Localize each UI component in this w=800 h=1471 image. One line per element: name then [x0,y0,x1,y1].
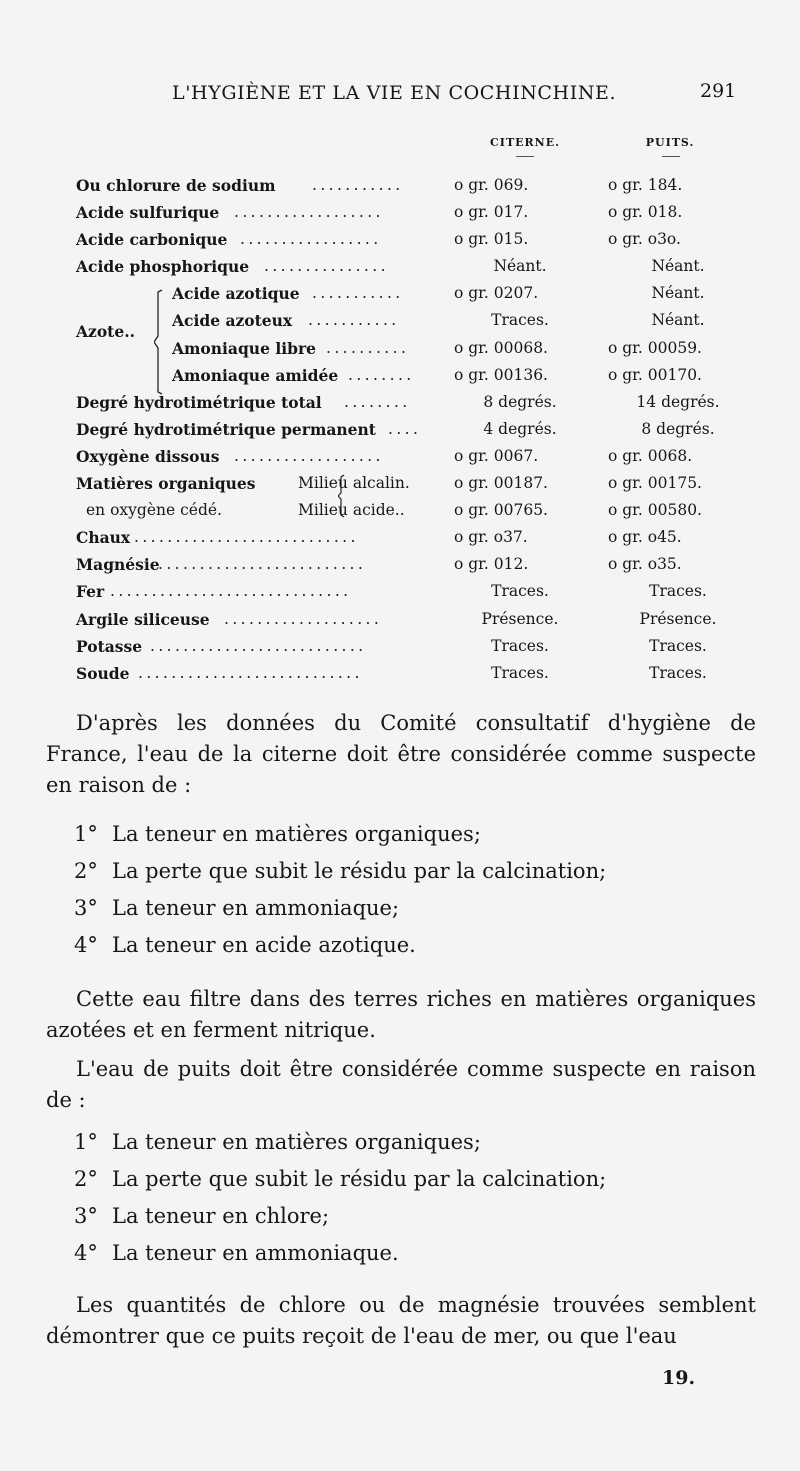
running-title: L'HYGIÈNE ET LA VIE EN COCHINCHINE. [172,82,617,104]
list-item [46,890,756,927]
list-text: La teneur en ammoniaque; [112,896,400,920]
citerne-value: o gr. 012. [454,555,529,574]
row-label: Amoniaque libre [172,338,316,358]
row-label: Oxygène dissous [76,446,220,466]
table-row [76,497,736,524]
puits-value: Traces. [649,582,707,601]
leader-dots: ............................. [110,582,352,601]
citerne-value: 4 degrés. [483,419,557,438]
list-text: La teneur en ammoniaque. [112,1241,399,1265]
table-row [76,470,736,497]
leader-dots: ................. [240,230,382,249]
azote-group-label: Azote.. [76,322,135,341]
puits-value: o gr. o3o. [608,230,681,249]
row-label: Acide carbonique [76,230,228,250]
column-header-citerne: CITERNE. [490,136,560,149]
list-item [46,1198,756,1235]
table-row [76,660,736,687]
row-label: Argile siliceuse [76,609,210,629]
paragraph-text: Cette eau filtre dans des terres riches en matières organiques azotées et en ferment nitrique. [46,987,756,1042]
citerne-value: o gr. 00068. [454,338,548,357]
leader-dots: .................. [234,203,384,222]
paragraph-1 [46,708,756,801]
citerne-value: Traces. [491,636,549,655]
row-label: Potasse [76,636,143,656]
list-number: 3° [74,896,98,920]
list-text: La teneur en matières organiques; [112,822,481,846]
leader-dots: ........................... [134,528,359,547]
row-label: Acide azotique [172,284,300,304]
table-row [76,199,736,226]
signature-mark: 19. [662,1367,696,1389]
list-puits [46,1124,756,1272]
table-row [76,578,736,605]
leader-dots: ........................... [138,663,363,682]
analysis-table [76,172,736,687]
column-header-puits: PUITS. [645,136,695,149]
table-row [76,226,736,253]
puits-value: 8 degrés. [641,419,715,438]
puits-value: 14 degrés. [636,392,720,411]
leader-dots: .................. [234,446,384,465]
puits-value: Néant. [651,257,705,276]
list-number: 2° [74,1167,98,1191]
citerne-value: o gr. 017. [454,203,529,222]
list-item [46,853,756,890]
row-label: Matières organiques [76,474,256,494]
table-row [76,362,736,389]
row-label: Chaux [76,528,131,548]
list-text: La teneur en matières organiques; [112,1130,481,1154]
row-label: Degré hydrotimétrique permanent [76,419,376,439]
row-label: Degré hydrotimétrique total [76,392,322,412]
citerne-value: Présence. [481,609,559,628]
puits-value: Néant. [651,311,705,330]
row-sublabel: Milieu alcalin. [298,474,410,493]
list-citerne [46,816,756,964]
citerne-value: o gr. 0067. [454,446,539,465]
row-label: en oxygène cédé. [86,501,222,520]
table-row [76,633,736,660]
row-label: Fer [76,582,105,602]
puits-value: o gr. 018. [608,203,683,222]
leader-dots: ........ [344,392,411,411]
list-text: La teneur en acide azotique. [112,933,416,957]
puits-value: o gr. 0068. [608,446,693,465]
list-text: La teneur en chlore; [112,1204,330,1228]
table-row [76,416,736,443]
puits-value: o gr. 00580. [608,501,702,520]
table-row [76,551,736,578]
citerne-value: Néant. [493,257,547,276]
list-number: 4° [74,1241,98,1265]
paragraph-3 [46,1054,756,1116]
list-text: La perte que subit le résidu par la calcination; [112,859,607,883]
puits-value: Présence. [639,609,717,628]
row-sublabel: Milieu acide.. [298,501,405,520]
page-number: 291 [700,80,737,102]
citerne-value: 8 degrés. [483,392,557,411]
citerne-value: Traces. [491,311,549,330]
column-rule [662,156,680,157]
row-label: Ou chlorure de sodium [76,176,276,195]
table-row [76,280,736,307]
puits-value: o gr. 00059. [608,338,702,357]
paragraph-text: D'après les données du Comité consultatif d'hygiène de France, l'eau de la citerne doit être considérée comme suspecte en raison de : [46,711,756,797]
list-item [46,816,756,853]
list-item [46,1235,756,1272]
list-number: 4° [74,933,98,957]
citerne-value: o gr. o37. [454,528,528,547]
leader-dots: ........... [308,311,400,330]
paragraph-text: L'eau de puits doit être considérée comme suspecte en raison de : [46,1057,756,1112]
paragraph-text: Les quantités de chlore ou de magnésie trouvées semblent démontrer que ce puits reçoit de l'eau de mer, ou que l'eau [46,1293,756,1348]
leader-dots: ......................... [158,555,367,574]
leader-dots: ........... [312,176,404,194]
puits-value: o gr. 00175. [608,474,702,493]
citerne-value: o gr. 069. [454,176,529,194]
table-row [76,335,736,362]
citerne-value: o gr. 015. [454,230,529,249]
list-number: 2° [74,859,98,883]
citerne-value: o gr. 00765. [454,501,548,520]
leader-dots: .......................... [150,636,367,655]
citerne-value: Traces. [491,663,549,682]
list-item [46,1124,756,1161]
table-row [76,389,736,416]
puits-value: Néant. [651,284,705,303]
paragraph-4 [46,1290,756,1352]
leader-dots: .......... [326,338,410,357]
table-row [76,524,736,551]
citerne-value: o gr. 00136. [454,365,548,384]
puits-value: Traces. [649,663,707,682]
puits-value: Traces. [649,636,707,655]
table-row [76,307,736,334]
column-rule [516,156,534,157]
row-label: Acide azoteux [172,311,293,331]
leader-dots: .... [388,419,422,438]
citerne-value: Traces. [491,582,549,601]
puits-value: o gr. 184. [608,176,683,194]
table-row [76,172,736,199]
row-label: Magnésie [76,555,160,575]
citerne-value: o gr. 00187. [454,474,548,493]
list-number: 1° [74,822,98,846]
paragraph-2 [46,984,756,1046]
puits-value: o gr. o45. [608,528,682,547]
list-number: 1° [74,1130,98,1154]
row-label: Acide phosphorique [76,257,250,277]
table-row [76,443,736,470]
list-item [46,1161,756,1198]
leader-dots: ........ [348,365,415,384]
list-item [46,927,756,964]
leader-dots: ................... [224,609,383,628]
table-row [76,253,736,280]
table-row [76,606,736,633]
citerne-value: o gr. 0207. [454,284,539,303]
row-label: Soude [76,663,130,683]
puits-value: o gr. o35. [608,555,682,574]
list-number: 3° [74,1204,98,1228]
puits-value: o gr. 00170. [608,365,702,384]
list-text: La perte que subit le résidu par la calcination; [112,1167,607,1191]
row-label: Amoniaque amidée [172,365,339,385]
leader-dots: ........... [312,284,404,303]
row-label: Acide sulfurique [76,203,220,223]
leader-dots: ............... [264,257,389,276]
